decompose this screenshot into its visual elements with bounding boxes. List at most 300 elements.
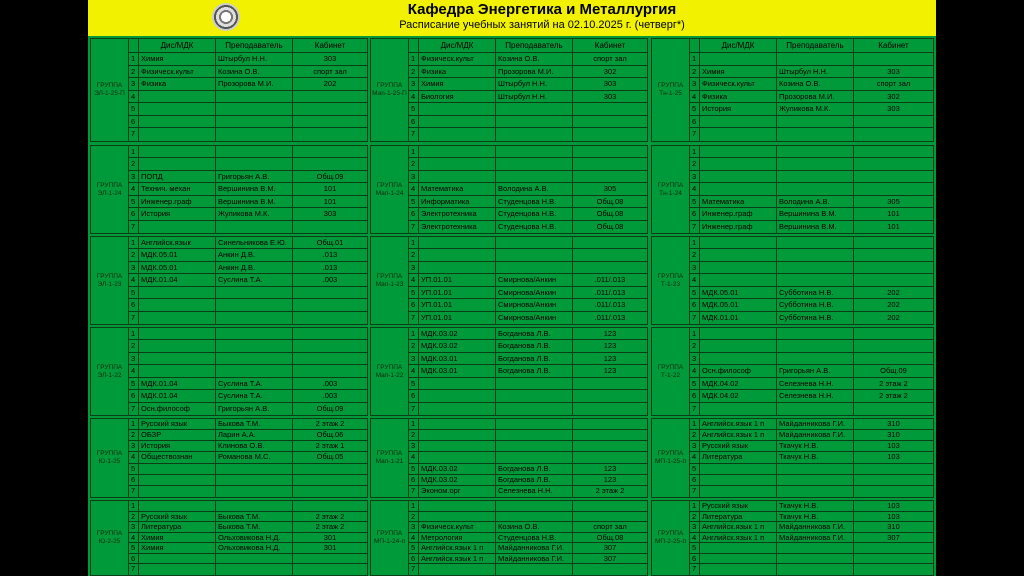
lesson-number: 2 [129, 512, 139, 522]
group-panel [651, 500, 934, 576]
table-row [409, 452, 647, 463]
teacher-cell [216, 312, 293, 324]
subject-cell: МДК.05.01 [139, 262, 216, 273]
lesson-number: 5 [409, 464, 419, 474]
room-cell: .013 [322, 250, 338, 260]
table-row [409, 554, 647, 565]
teacher-cell [777, 340, 854, 351]
teacher-cell [496, 128, 573, 141]
room-cell [293, 128, 367, 141]
subject-cell: Физика [139, 78, 216, 90]
table-row [129, 365, 367, 377]
room-cell [854, 146, 933, 157]
room-cell [573, 249, 647, 260]
lesson-number: 3 [690, 171, 700, 182]
table-row [690, 533, 933, 544]
lesson-number: 4 [409, 452, 419, 462]
table-row [409, 441, 647, 452]
teacher-cell: Штырбул Н.Н. [496, 78, 573, 90]
room-cell: Общ.09 [316, 403, 344, 413]
room-cell [854, 475, 933, 485]
table-row [690, 249, 933, 261]
lesson-number: 2 [129, 249, 139, 260]
table-row [129, 430, 367, 441]
table-row [129, 328, 367, 340]
teacher-cell [496, 103, 573, 115]
lesson-number: 6 [690, 299, 700, 310]
table-row [129, 287, 367, 299]
subject-cell: Технич. механ [139, 183, 216, 194]
subject-cell: МДК.01.04 [139, 378, 216, 389]
subject-cell: Информатика [419, 196, 496, 207]
table-row [690, 543, 933, 554]
teacher-cell [216, 158, 293, 169]
table-row [690, 237, 933, 249]
room-cell: .011/.013 [594, 287, 626, 297]
subject-cell [700, 128, 777, 141]
table-row [129, 501, 367, 512]
room-cell [293, 158, 367, 169]
table-row [690, 103, 933, 116]
subject-cell [700, 328, 777, 339]
table-row [129, 340, 367, 352]
teacher-cell [777, 116, 854, 128]
room-cell: .013 [322, 262, 338, 272]
table-row [690, 464, 933, 475]
table-row [690, 378, 933, 390]
teacher-cell [216, 464, 293, 474]
subject-cell: Осн.философ [700, 365, 777, 376]
room-cell: 303 [603, 79, 617, 89]
lesson-number: 3 [409, 78, 419, 90]
subject-cell: Русский язык [139, 512, 216, 522]
subject-cell: Инженер.граф [700, 208, 777, 219]
lesson-number: 4 [690, 183, 700, 194]
group-panel [90, 236, 368, 325]
lesson-number: 1 [690, 419, 700, 429]
teacher-cell: Штырбул Н.Н. [496, 91, 573, 103]
lesson-number: 2 [690, 66, 700, 78]
schedule-table [409, 39, 647, 141]
subject-cell: Электротехника [419, 208, 496, 219]
table-row [690, 128, 933, 141]
lesson-number: 1 [129, 237, 139, 248]
subject-cell [419, 512, 496, 522]
subject-cell: Физическ.культ [700, 78, 777, 90]
teacher-cell [496, 452, 573, 462]
lesson-number: 3 [129, 171, 139, 182]
lesson-number: 1 [690, 146, 700, 157]
schedule-table [129, 328, 367, 415]
room-cell: Общ.09 [880, 366, 907, 376]
lesson-number: 4 [129, 91, 139, 103]
teacher-cell [777, 53, 854, 65]
subject-cell [700, 274, 777, 285]
table-row [690, 501, 933, 512]
schedule-table [690, 419, 933, 497]
page-subtitle: Расписание учебных занятий на 02.10.2025 г. (четверг*) [399, 19, 685, 31]
subject-cell [700, 237, 777, 248]
room-cell [573, 171, 647, 182]
table-row [690, 564, 933, 575]
subject-cell [419, 116, 496, 128]
header-room: Кабинет [594, 41, 626, 50]
table-row [690, 486, 933, 497]
table-row [690, 146, 933, 158]
subject-cell: Физика [700, 91, 777, 103]
schedule-table [690, 328, 933, 415]
table-row [409, 501, 647, 512]
lesson-number: 1 [129, 419, 139, 429]
group-label: ГРУППА Мап-1-24 [371, 146, 409, 233]
table-row [690, 53, 933, 66]
room-cell [573, 103, 647, 115]
table-row [129, 512, 367, 523]
lesson-number: 4 [409, 533, 419, 543]
lesson-number: 6 [690, 554, 700, 564]
schedule-table [409, 501, 647, 575]
teacher-cell [216, 146, 293, 157]
lesson-number: 7 [409, 486, 419, 497]
table-row [129, 312, 367, 324]
teacher-cell [777, 554, 854, 564]
lesson-number: 6 [129, 475, 139, 485]
table-row [409, 299, 647, 311]
teacher-cell: Григорьян А.В. [216, 403, 293, 415]
group-panel [370, 418, 648, 498]
lesson-number: 2 [690, 249, 700, 260]
subject-cell: Биология [419, 91, 496, 103]
subject-cell [139, 328, 216, 339]
table-row [690, 66, 933, 79]
subject-cell: МДК.03.01 [419, 353, 496, 364]
teacher-cell [216, 353, 293, 364]
room-cell [854, 237, 933, 248]
lesson-number: 6 [409, 208, 419, 219]
teacher-cell: Богданова Л.В. [496, 475, 573, 485]
table-header-row [129, 39, 367, 53]
subject-cell [139, 91, 216, 103]
room-cell: 305 [887, 196, 900, 206]
table-row [129, 171, 367, 183]
teacher-cell [777, 403, 854, 415]
table-row [409, 378, 647, 390]
teacher-cell: Ткачук Н.В. [777, 512, 854, 522]
teacher-cell: Быкова Т.М. [216, 512, 293, 522]
subject-cell: МДК.04.02 [700, 390, 777, 401]
room-cell [573, 146, 647, 157]
table-row [690, 512, 933, 523]
table-row [129, 533, 367, 544]
table-row [690, 299, 933, 311]
header-teacher: Преподаватель [496, 39, 573, 52]
subject-cell: МДК.04.02 [700, 378, 777, 389]
teacher-cell: Богданова Л.В. [496, 365, 573, 376]
lesson-number: 3 [690, 78, 700, 90]
subject-cell: Метрология [419, 533, 496, 543]
lesson-number: 3 [129, 78, 139, 90]
group-panel [90, 418, 368, 498]
subject-cell: Химия [419, 78, 496, 90]
teacher-cell: Ткачук Н.В. [777, 452, 854, 462]
lesson-number: 6 [409, 299, 419, 310]
room-cell: 103 [887, 452, 900, 462]
subject-cell: МДК.03.02 [419, 328, 496, 339]
subject-cell: Английск.язык 1 п [419, 554, 496, 564]
table-row [129, 390, 367, 402]
room-cell [293, 103, 367, 115]
subject-cell: МДК.03.02 [419, 475, 496, 485]
lesson-number: 1 [409, 501, 419, 511]
table-row [409, 312, 647, 324]
teacher-cell [777, 128, 854, 141]
group-panel [90, 327, 368, 416]
table-header-row [690, 39, 933, 53]
teacher-cell [777, 183, 854, 194]
lesson-number: 1 [129, 146, 139, 157]
group-panel [370, 38, 648, 142]
table-row [409, 53, 647, 66]
room-cell [293, 116, 367, 128]
subject-cell: Инженер.граф [700, 221, 777, 233]
table-row [409, 158, 647, 170]
subject-cell [700, 116, 777, 128]
room-cell [854, 53, 933, 65]
table-row [409, 146, 647, 158]
lesson-number: 1 [409, 419, 419, 429]
lesson-number: 7 [409, 128, 419, 141]
teacher-cell [496, 171, 573, 182]
room-cell: 103 [887, 441, 900, 451]
room-cell: 123 [603, 474, 617, 484]
room-cell: 202 [887, 312, 900, 322]
room-cell: 307 [603, 553, 617, 563]
lesson-number: 4 [129, 274, 139, 285]
teacher-cell: Штырбул Н.Н. [216, 53, 293, 65]
subject-cell [700, 183, 777, 194]
teacher-cell: Богданова Л.В. [496, 464, 573, 474]
schedule-table [129, 501, 367, 575]
room-cell [293, 353, 367, 364]
lesson-number: 1 [129, 53, 139, 65]
group-label: ГРУППА ЭЛ-1-23 [91, 237, 129, 324]
subject-cell [419, 146, 496, 157]
subject-cell: Физическ.культ [139, 66, 216, 78]
room-cell [854, 353, 933, 364]
subject-cell [419, 564, 496, 575]
room-cell [854, 328, 933, 339]
teacher-cell [216, 221, 293, 233]
teacher-cell [777, 249, 854, 260]
teacher-cell [216, 91, 293, 103]
teacher-cell: Субботина Н.В. [777, 299, 854, 310]
lesson-number: 5 [409, 543, 419, 553]
subject-cell: Литература [700, 452, 777, 462]
group-label: ГРУППА ЭЛ-1-24 [91, 146, 129, 233]
room-cell: Общ.09 [316, 171, 344, 181]
room-cell: 301 [323, 543, 337, 553]
schedule-table [129, 419, 367, 497]
lesson-number: 3 [409, 441, 419, 451]
lesson-number: 4 [690, 274, 700, 285]
teacher-cell: Жуликова М.К. [777, 103, 854, 115]
table-row [690, 221, 933, 233]
table-row [409, 512, 647, 523]
teacher-cell [777, 171, 854, 182]
table-row [409, 564, 647, 575]
subject-cell: Химия [139, 543, 216, 553]
subject-cell [139, 146, 216, 157]
lesson-number: 2 [409, 512, 419, 522]
subject-cell [700, 486, 777, 497]
teacher-cell: Козина О.В. [777, 78, 854, 90]
subject-cell [419, 390, 496, 401]
teacher-cell: Ткачук Н.В. [777, 441, 854, 451]
schedule-board [88, 0, 936, 576]
table-row [690, 196, 933, 208]
lesson-number: 4 [409, 274, 419, 285]
table-row [409, 543, 647, 554]
header-room: Кабинет [314, 41, 346, 50]
table-row [129, 486, 367, 497]
teacher-cell: Володина А.В. [496, 183, 573, 194]
lesson-number: 3 [129, 522, 139, 532]
lesson-number: 2 [129, 340, 139, 351]
lesson-number: 4 [129, 365, 139, 376]
teacher-cell: Жуликова М.К. [216, 208, 293, 219]
table-row [409, 262, 647, 274]
lesson-number: 5 [690, 464, 700, 474]
room-cell: спорт зал [593, 54, 627, 63]
group-panel [651, 145, 934, 234]
teacher-cell: Быкова Т.М. [216, 419, 293, 429]
group-label: ГРУППА Мап-1-25-П [371, 39, 409, 141]
lesson-number: 7 [129, 128, 139, 141]
room-cell [854, 183, 933, 194]
lesson-number: 3 [690, 441, 700, 451]
lesson-number: 5 [690, 378, 700, 389]
subject-cell: УП.01.01 [419, 274, 496, 285]
room-cell [573, 116, 647, 128]
table-row [690, 262, 933, 274]
teacher-cell: Штырбул Н.Н. [777, 66, 854, 78]
room-cell [573, 501, 647, 511]
subject-cell [139, 299, 216, 310]
teacher-cell [216, 475, 293, 485]
table-row [129, 543, 367, 554]
teacher-cell [216, 116, 293, 128]
lesson-number: 7 [409, 564, 419, 575]
header-teacher: Преподаватель [777, 39, 854, 52]
table-row [409, 274, 647, 286]
room-cell: 123 [603, 353, 617, 363]
room-cell: 123 [603, 366, 617, 376]
subject-cell: Обществознан [139, 452, 216, 462]
table-row [409, 66, 647, 79]
table-row [129, 353, 367, 365]
room-cell: 2 этаж 2 [315, 511, 345, 521]
room-cell: .011/.013 [594, 312, 626, 322]
table-row [690, 430, 933, 441]
lesson-number: 2 [129, 66, 139, 78]
lesson-number: 7 [409, 403, 419, 415]
table-row [409, 475, 647, 486]
schedule-table [690, 501, 933, 575]
lesson-number: 7 [690, 312, 700, 324]
room-cell [854, 262, 933, 273]
table-row [129, 237, 367, 249]
teacher-cell: Смирнова/Анкин [496, 312, 573, 324]
lesson-number: 2 [690, 512, 700, 522]
room-cell [573, 512, 647, 522]
room-cell: 302 [887, 91, 900, 101]
subject-cell: Инженер.граф [139, 196, 216, 207]
table-row [690, 365, 933, 377]
teacher-cell [496, 512, 573, 522]
group-panel [651, 418, 934, 498]
teacher-cell: Ларин А.А. [216, 430, 293, 440]
room-cell: 301 [323, 532, 337, 542]
table-row [129, 208, 367, 220]
lesson-number: 7 [129, 403, 139, 415]
group-panel [90, 500, 368, 576]
subject-cell: Электротехника [419, 221, 496, 233]
schedule-table [690, 146, 933, 233]
subject-cell [139, 103, 216, 115]
table-row [129, 441, 367, 452]
room-cell [854, 158, 933, 169]
table-row [129, 274, 367, 286]
lesson-number: 4 [690, 452, 700, 462]
teacher-cell [496, 116, 573, 128]
lesson-number: 5 [690, 196, 700, 207]
room-cell [854, 564, 933, 575]
room-cell: Общ.08 [596, 221, 624, 231]
teacher-cell: Козина О.В. [216, 66, 293, 78]
subject-cell [419, 171, 496, 182]
room-cell [573, 378, 647, 389]
table-row [129, 66, 367, 79]
page-title: Кафедра Энергетика и Металлургия [407, 1, 677, 18]
table-row [129, 403, 367, 415]
subject-cell [139, 287, 216, 298]
teacher-cell [777, 486, 854, 497]
lesson-number: 6 [409, 390, 419, 401]
lesson-number: 4 [129, 452, 139, 462]
table-row [129, 564, 367, 575]
group-label: ГРУППА Мап-1-22 [371, 328, 409, 415]
table-row [409, 340, 647, 352]
lesson-number: 2 [409, 158, 419, 169]
teacher-cell: Богданова Л.В. [496, 328, 573, 339]
table-row [409, 171, 647, 183]
room-cell [293, 299, 367, 310]
lesson-number: 2 [129, 430, 139, 440]
header-subject: Дис/МДК [700, 39, 777, 52]
teacher-cell: Григорьян А.В. [777, 365, 854, 376]
group-label: ГРУППА ЭЛ-1-25-П [91, 39, 129, 141]
lesson-number: 3 [409, 171, 419, 182]
room-cell [573, 419, 647, 429]
subject-cell: МДК.03.02 [419, 340, 496, 351]
room-cell: Общ.08 [596, 209, 624, 219]
room-cell [573, 441, 647, 451]
header-banner [88, 0, 936, 36]
group-label: ГРУППА МП-1-25-п [652, 419, 690, 497]
subject-cell: Русский язык [700, 441, 777, 451]
room-cell: 101 [887, 209, 900, 219]
teacher-cell [496, 501, 573, 511]
